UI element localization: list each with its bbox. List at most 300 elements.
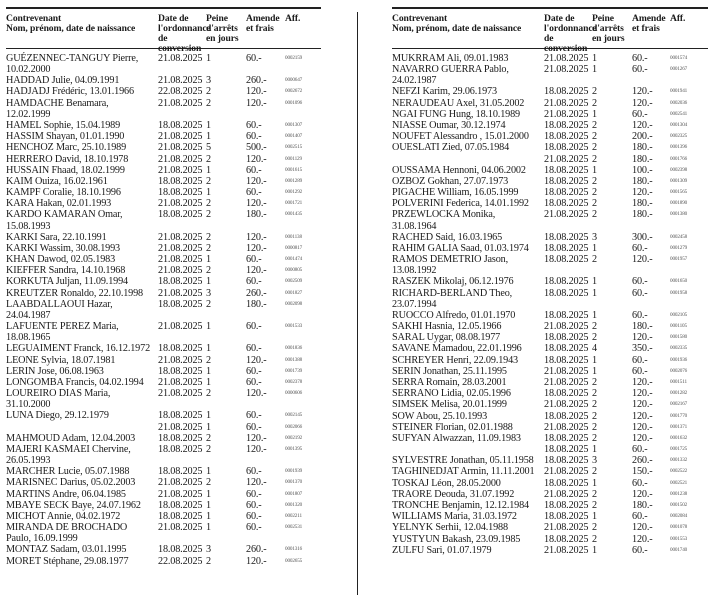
- order-date: 18.08.2025: [544, 131, 589, 143]
- fine-amount-cell: [632, 165, 670, 176]
- detention-days: 1: [206, 343, 211, 355]
- order-date-cell: [544, 165, 592, 176]
- offender-name: RACHED Said, 16.03.1965: [392, 231, 503, 243]
- case-number-cell: [670, 455, 708, 466]
- case-number-cell: [285, 500, 321, 511]
- order-date-cell: [158, 321, 206, 343]
- offender-name: LEGUAIMENT Franck, 16.12.1972: [6, 343, 151, 355]
- fine-amount: 60.-: [632, 276, 648, 288]
- case-number: 0001129: [285, 155, 302, 162]
- order-date: 21.08.2025: [544, 108, 589, 120]
- table-row: [6, 366, 321, 377]
- order-date: 21.08.2025: [544, 209, 589, 221]
- table-row: [392, 500, 708, 511]
- case-number-cell: [670, 545, 708, 556]
- fine-amount: 120.-: [632, 533, 653, 545]
- table-row: [6, 444, 321, 466]
- table-row: [392, 332, 708, 343]
- header-date-line2: l'ordonnance: [158, 22, 211, 34]
- table-row: [392, 176, 708, 187]
- case-number-cell: [285, 489, 321, 500]
- fine-amount: 60.-: [246, 321, 262, 333]
- order-date: 18.08.2025: [544, 187, 589, 199]
- offender-name: PIGACHE William, 16.05.1999: [392, 187, 519, 199]
- order-date-cell: [158, 86, 206, 97]
- offender-name: LAABDALLAOUI Hazar, 24.04.1987: [6, 298, 113, 321]
- table-row: [392, 64, 708, 86]
- detention-days-cell: [592, 534, 632, 545]
- table-row: [392, 243, 708, 254]
- fine-amount: 120.-: [246, 242, 267, 254]
- order-date: 18.08.2025: [158, 365, 203, 377]
- case-number-cell: [670, 422, 708, 433]
- case-number-cell: [670, 64, 708, 86]
- fine-amount-cell: [246, 444, 285, 466]
- case-number: 0002325: [670, 133, 688, 140]
- table-row: [6, 556, 321, 567]
- detention-days: 5: [206, 142, 211, 154]
- table-row: [392, 288, 708, 310]
- fine-amount-cell: [246, 288, 285, 299]
- case-number: 0001770: [670, 412, 688, 419]
- detention-days-cell: [592, 165, 632, 176]
- detention-days-cell: [206, 53, 246, 75]
- order-date-cell: [544, 321, 592, 332]
- table-row: [6, 131, 321, 142]
- detention-days-cell: [592, 232, 632, 243]
- detention-days-cell: [206, 489, 246, 500]
- order-date-cell: [544, 388, 592, 399]
- detention-days-cell: [592, 120, 632, 131]
- detention-days-cell: [206, 75, 246, 86]
- detention-days-cell: [592, 321, 632, 332]
- fine-amount-cell: [246, 53, 285, 75]
- case-number: 0002672: [285, 88, 303, 95]
- order-date-cell: [544, 534, 592, 545]
- fine-amount: 120.-: [632, 254, 653, 266]
- table-row: [392, 321, 708, 332]
- table-row: [392, 455, 708, 466]
- table-row: [6, 355, 321, 366]
- fine-amount: 60.-: [246, 365, 262, 377]
- fine-amount-cell: [632, 232, 670, 243]
- case-number: 0002192: [285, 434, 303, 441]
- case-number-cell: [670, 478, 708, 489]
- case-number-cell: [670, 321, 708, 332]
- fine-amount-cell: [632, 86, 670, 97]
- table-row: [6, 86, 321, 97]
- table-row: [392, 411, 708, 422]
- order-date: 21.08.2025: [544, 399, 589, 411]
- case-number: 0001238: [670, 490, 688, 497]
- table-row: [392, 388, 708, 399]
- order-date-cell: [544, 500, 592, 511]
- detention-days: 3: [206, 287, 211, 299]
- header-date-line3: de conversion: [544, 32, 588, 54]
- detention-days-cell: [592, 355, 632, 366]
- fine-amount-cell: [246, 254, 285, 265]
- detention-days: 2: [592, 488, 597, 500]
- order-date: 21.08.2025: [158, 97, 203, 109]
- detention-days-cell: [206, 477, 246, 488]
- case-number-cell: [670, 411, 708, 422]
- order-date: 21.08.2025: [158, 321, 203, 333]
- offender-name: HASSIM Shayan, 01.01.1990: [6, 131, 125, 143]
- detention-days: 2: [206, 97, 211, 109]
- fine-amount-cell: [632, 355, 670, 366]
- case-number-cell: [285, 98, 321, 120]
- fine-amount-cell: [246, 187, 285, 198]
- column-divider: [357, 12, 358, 595]
- order-date: 21.08.2025: [158, 421, 203, 433]
- order-date: 21.08.2025: [544, 421, 589, 433]
- fine-amount-cell: [246, 321, 285, 343]
- order-date: 21.08.2025: [158, 75, 203, 87]
- offender-name: HAMEL Sophie, 15.04.1989: [6, 119, 121, 131]
- fine-amount: 180.-: [632, 198, 653, 210]
- fine-amount: 60.-: [246, 343, 262, 355]
- case-number-cell: [670, 53, 708, 64]
- order-date-cell: [158, 165, 206, 176]
- order-date-cell: [158, 511, 206, 522]
- detention-days: 1: [592, 544, 597, 556]
- case-number: 0001474: [285, 256, 303, 263]
- case-number: 0001289: [285, 177, 303, 184]
- order-date: 21.08.2025: [544, 488, 589, 500]
- order-date: 21.08.2025: [158, 376, 203, 388]
- fine-amount-cell: [246, 466, 285, 477]
- detention-days: 2: [206, 242, 211, 254]
- case-number: 0002509: [285, 278, 303, 285]
- case-number-cell: [670, 232, 708, 243]
- detention-days-cell: [206, 355, 246, 366]
- detention-days-cell: [592, 310, 632, 321]
- case-number-cell: [285, 86, 321, 97]
- case-number: 0001267: [670, 66, 688, 73]
- order-date: 21.08.2025: [158, 254, 203, 266]
- fine-amount: 180.-: [632, 175, 653, 187]
- fine-amount-cell: [632, 254, 670, 276]
- case-number-cell: [670, 310, 708, 321]
- detention-days: 2: [592, 533, 597, 545]
- detention-days: 1: [592, 242, 597, 254]
- case-number: 0001407: [285, 133, 303, 140]
- order-date: 21.08.2025: [544, 53, 589, 64]
- order-date-cell: [158, 131, 206, 142]
- detention-days-cell: [592, 176, 632, 187]
- order-date: 21.08.2025: [158, 153, 203, 165]
- case-number: 0001553: [670, 535, 688, 542]
- detention-days: 1: [206, 421, 211, 433]
- detention-days: 2: [592, 410, 597, 422]
- order-date-cell: [544, 120, 592, 131]
- case-number-cell: [285, 243, 321, 254]
- fine-amount-cell: [632, 343, 670, 354]
- detention-days: 1: [592, 511, 597, 523]
- offender-name: MBAYE SECK Baye, 24.07.1962: [6, 499, 141, 511]
- detention-days-cell: [206, 511, 246, 522]
- case-number: 0001138: [285, 233, 302, 240]
- table-body: [392, 49, 708, 556]
- detention-days: 2: [206, 265, 211, 277]
- offender-name: KARKI Sara, 22.10.1991: [6, 231, 107, 243]
- case-number-cell: [285, 355, 321, 366]
- case-number: 0001370: [285, 479, 303, 486]
- fine-amount: 120.-: [632, 488, 653, 500]
- table-row: [392, 522, 708, 533]
- fine-amount: 300.-: [632, 231, 653, 243]
- detention-days: 2: [592, 376, 597, 388]
- offender-name: POLVERINI Federica, 14.01.1992: [392, 198, 529, 210]
- table-row: [6, 142, 321, 153]
- case-number: 0000805: [285, 267, 303, 274]
- case-number-cell: [670, 343, 708, 354]
- detention-days: 2: [206, 555, 211, 567]
- table-row: [6, 321, 321, 343]
- detention-days: 1: [592, 108, 597, 120]
- order-date: 21.08.2025: [158, 53, 203, 64]
- fine-amount: 260.-: [632, 455, 653, 467]
- order-date-cell: [544, 310, 592, 321]
- fine-amount-cell: [632, 478, 670, 489]
- order-date: 21.08.2025: [158, 477, 203, 489]
- offender-name: LOUREIRO DIAS Maria, 31.10.2000: [6, 388, 111, 411]
- order-date-cell: [544, 366, 592, 377]
- fine-amount-cell: [632, 466, 670, 477]
- case-number-cell: [285, 388, 321, 410]
- table-row: [392, 478, 708, 489]
- fine-amount: 60.-: [632, 53, 648, 64]
- offender-name: LERIN Jose, 06.08.1963: [6, 365, 104, 377]
- case-number-cell: [285, 377, 321, 388]
- order-date: 18.08.2025: [544, 533, 589, 545]
- fine-amount: 60.-: [632, 108, 648, 120]
- order-date-cell: [158, 198, 206, 209]
- order-date-cell: [544, 433, 592, 455]
- case-number-cell: [670, 534, 708, 545]
- detention-days-cell: [206, 276, 246, 287]
- order-date: 21.08.2025: [158, 522, 203, 534]
- case-number: 0001740: [670, 546, 688, 553]
- order-date-cell: [544, 254, 592, 276]
- table-row: [6, 544, 321, 555]
- offender-name: MAJERI KASMAEI Chervine, 26.05.1993: [6, 443, 131, 466]
- order-date-cell: [158, 410, 206, 432]
- detention-days: 2: [206, 298, 211, 310]
- fine-amount: 120.-: [632, 388, 653, 400]
- detention-days-cell: [592, 388, 632, 399]
- table-row: [392, 399, 708, 410]
- header-name-line1: Contrevenant: [392, 12, 448, 24]
- case-number-cell: [670, 377, 708, 388]
- fine-amount-cell: [246, 343, 285, 354]
- order-date-cell: [158, 433, 206, 444]
- fine-amount: 100.-: [632, 164, 653, 176]
- detention-days-cell: [592, 377, 632, 388]
- left-column: [6, 0, 321, 567]
- offender-name: MARTINS Andre, 06.04.1985: [6, 488, 126, 500]
- table-row: [392, 377, 708, 388]
- table-row: [6, 209, 321, 231]
- order-date: 18.08.2025: [158, 410, 203, 422]
- fine-amount-cell: [246, 131, 285, 142]
- order-date: 22.08.2025: [158, 555, 203, 567]
- detention-days-cell: [206, 500, 246, 511]
- header-peine-line3: en jours: [592, 32, 625, 44]
- offender-name: TRONCHE Benjamin, 12.12.1984: [392, 499, 530, 511]
- offender-name: SERIN Jonathan, 25.11.1995: [392, 365, 507, 377]
- detention-days-cell: [206, 209, 246, 231]
- case-number: 0001332: [670, 457, 688, 464]
- case-number-cell: [670, 243, 708, 254]
- detention-days-cell: [592, 209, 632, 231]
- fine-amount: 60.-: [246, 119, 262, 131]
- fine-amount-cell: [246, 500, 285, 511]
- order-date: 18.08.2025: [544, 388, 589, 400]
- order-date: 18.08.2025: [158, 510, 203, 522]
- header-name: [6, 14, 158, 54]
- detention-days-cell: [206, 343, 246, 354]
- fine-amount-cell: [246, 556, 285, 567]
- table-row: [392, 366, 708, 377]
- detention-days: 1: [206, 276, 211, 288]
- order-date-cell: [544, 478, 592, 489]
- case-number: 0001615: [285, 166, 303, 173]
- order-date: 21.08.2025: [158, 164, 203, 176]
- offender-name: MONTAZ Sadam, 03.01.1995: [6, 544, 127, 556]
- case-number: 0001511: [670, 378, 687, 385]
- case-number-cell: [670, 511, 708, 522]
- detention-days: 1: [206, 321, 211, 333]
- fine-amount: 120.-: [632, 97, 653, 109]
- fine-amount: 60.-: [632, 544, 648, 556]
- case-number-cell: [285, 120, 321, 131]
- order-date: 18.08.2025: [544, 242, 589, 254]
- table-row: [392, 534, 708, 545]
- detention-days: 2: [206, 198, 211, 210]
- case-number: 0002066: [285, 423, 303, 430]
- detention-days-cell: [206, 265, 246, 276]
- detention-days-cell: [592, 53, 632, 64]
- offender-name: TRAORE Deouda, 31.07.1992: [392, 488, 515, 500]
- offender-name: KREUTZER Ronaldo, 22.10.1998: [6, 287, 144, 299]
- order-date: 18.08.2025: [158, 443, 203, 455]
- case-number-cell: [285, 53, 321, 75]
- fine-amount-cell: [246, 232, 285, 243]
- case-number-cell: [670, 198, 708, 209]
- offender-name: KARKI Wassim, 30.08.1993: [6, 242, 120, 254]
- offender-name: KAMPF Coralie, 18.10.1996: [6, 187, 121, 199]
- order-date: 18.08.2025: [544, 332, 589, 344]
- header-peine-line2: d'arrêts: [592, 22, 624, 34]
- order-date-cell: [158, 276, 206, 287]
- table-row: [392, 466, 708, 477]
- table-row: [392, 165, 708, 176]
- detention-days: 1: [206, 488, 211, 500]
- header-amende-line2: et frais: [632, 22, 660, 34]
- order-date: 18.08.2025: [544, 343, 589, 355]
- detention-days-cell: [206, 522, 246, 544]
- fine-amount: 120.-: [632, 399, 653, 411]
- fine-amount: 180.-: [632, 153, 653, 165]
- table-row: [6, 388, 321, 410]
- fine-amount: 60.-: [632, 365, 648, 377]
- offender-name: HAMDACHE Benamara, 12.02.1999: [6, 97, 109, 120]
- fine-amount-cell: [246, 209, 285, 231]
- case-number: 0001395: [285, 445, 303, 452]
- table-row: [6, 120, 321, 131]
- fine-amount: 120.-: [632, 187, 653, 199]
- order-date-cell: [158, 154, 206, 165]
- detention-days-cell: [592, 466, 632, 477]
- table-row: [6, 522, 321, 544]
- table-row: [392, 209, 708, 231]
- detention-days-cell: [206, 176, 246, 187]
- detention-days-cell: [592, 478, 632, 489]
- table-row: [392, 422, 708, 433]
- order-date-cell: [544, 343, 592, 354]
- order-date-cell: [544, 522, 592, 533]
- fine-amount-cell: [246, 276, 285, 287]
- detention-days-cell: [206, 131, 246, 142]
- detention-days-cell: [592, 366, 632, 377]
- case-number: 0002076: [670, 367, 688, 374]
- order-date-cell: [544, 131, 592, 142]
- order-date: 18.08.2025: [158, 175, 203, 187]
- offender-name: LAFUENTE PEREZ Maria, 18.08.1965: [6, 321, 119, 344]
- case-number: 0001957: [670, 256, 688, 263]
- offender-name: NERAUDEAU Axel, 31.05.2002: [392, 97, 525, 109]
- offender-name: LEONE Sylvia, 18.07.1981: [6, 354, 116, 366]
- fine-amount: 60.-: [632, 511, 648, 523]
- fine-amount-cell: [632, 64, 670, 86]
- fine-amount-cell: [632, 511, 670, 522]
- detention-days: 1: [206, 53, 211, 64]
- order-date: 18.08.2025: [544, 164, 589, 176]
- fine-amount: 60.-: [246, 510, 262, 522]
- case-number: 0001105: [670, 323, 687, 330]
- case-number-cell: [285, 209, 321, 231]
- offender-name: HERRERO David, 18.10.1978: [6, 153, 129, 165]
- case-number-cell: [285, 366, 321, 377]
- detention-days-cell: [592, 343, 632, 354]
- order-date: 21.08.2025: [158, 198, 203, 210]
- offender-name: SAVANE Mamadou, 22.01.1996: [392, 343, 522, 355]
- offender-name: OZBOZ Gokhan, 27.07.1973: [392, 175, 509, 187]
- fine-amount-cell: [632, 120, 670, 131]
- detention-days-cell: [206, 243, 246, 254]
- case-number: 0001533: [285, 323, 303, 330]
- detention-days-cell: [206, 321, 246, 343]
- fine-amount-cell: [246, 120, 285, 131]
- fine-amount: 200.-: [632, 131, 653, 143]
- table-row: [6, 377, 321, 388]
- case-number: 0002084: [670, 513, 688, 520]
- case-number: 0002541: [670, 110, 688, 117]
- fine-amount-cell: [632, 198, 670, 209]
- offender-name: NOUFET Alessandro , 15.01.2000: [392, 131, 529, 143]
- fine-amount-cell: [632, 288, 670, 310]
- offender-name: KIEFFER Sandra, 14.10.1968: [6, 265, 126, 277]
- order-date-cell: [544, 288, 592, 310]
- order-date-cell: [158, 544, 206, 555]
- detention-days-cell: [592, 243, 632, 254]
- fine-amount-cell: [246, 522, 285, 544]
- header-date-line1: Date de: [158, 12, 189, 24]
- order-date-cell: [544, 98, 592, 109]
- detention-days: 3: [206, 544, 211, 556]
- fine-amount: 120.-: [246, 432, 267, 444]
